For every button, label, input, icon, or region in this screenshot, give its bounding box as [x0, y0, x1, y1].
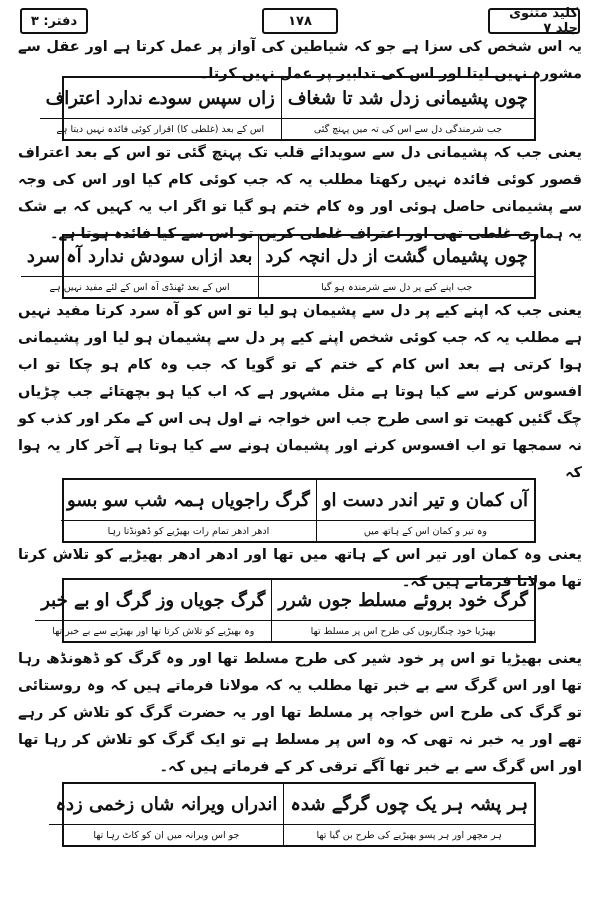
verse-left: گرگ راجویاں ہمہ شب سو بسو: [61, 480, 316, 521]
translation-right: بھیڑیا خود چنگاریوں کی طرح اس پر مسلط تھا: [271, 621, 534, 641]
translation-left: جو اس ویرانہ میں ان کو کاٹ رہا تھا: [93, 829, 240, 841]
translation-left: اس کے بعد ٹھنڈی آہ اس کے لئے مفید نہیں ہے: [49, 281, 230, 293]
translation-left: اس کے بعد (غلطی کا) اقرار کوئی فائدہ نہیں دیتا ہے: [56, 123, 265, 135]
verse-right: آں کمان و تیر اندر دست او: [316, 480, 534, 521]
translation-left: وہ بھیڑیے کو تلاش کرتا تھا اور بھیڑیے سے بے خبر تھا: [52, 625, 255, 637]
translation-right: ہر مچھر اور ہر پسو بھیڑیے کی طرح بن گیا تھا: [283, 825, 534, 845]
paragraph: یعنی جب کہ پشیمانی دل سے سویدائے قلب تک پہنچ گئی تو اس کے بعد اعتراف قصور کوئی فائدہ نہیں رکھتا مطلب یہ کہ جب کوئی کام کیا اور اس کی وجہ سے پشیمانی حاصل ہوئی اور وہ کام ختم ہو گیا تو اگر اب یہ کہیں کہ بے شک یہ ہماری غلطی تھی اور اعتراف غلطی کریں تو اس سے کیا فائدہ ہوتا ہے۔: [18, 145, 582, 242]
verse-table: [55, 782, 536, 847]
verse-left: زاں سپس سودے ندارد اعتراف: [40, 78, 281, 119]
translation-right: جب شرمندگی دل سے اس کی تہ میں پہنچ گئی: [281, 119, 534, 139]
translation-right: وہ تیر و کمان اس کے ہاتھ میں: [316, 521, 534, 541]
verse-table: [62, 478, 536, 543]
page-number: ۱۷۸: [262, 8, 338, 34]
volume-label: دفتر: ۳: [20, 8, 88, 34]
verse-right: ہر پشہ ہر یک چوں گرگے شدہ: [283, 784, 534, 825]
paragraph: یعنی وہ کمان اور تیر اس کے ہاتھ میں تھا اور ادھر ادھر بھیڑیے کو تلاش کرتا تھا مولانا فرماتے ہیں کہ۔: [18, 547, 582, 590]
verse-left: اندراں ویرانہ شاں زخمی زدہ: [49, 784, 283, 825]
paragraph: یعنی بھیڑیا تو اس پر خود شیر کی طرح مسلط تھا اور وہ گرگ کو ڈھونڈھ رہا تھا اور اس گرگ سے بے خبر تھا مطلب یہ کہ مولانا فرماتے ہیں کہ وہ روستائی تو گرگ کی طرح اس خواجہ پر مسلط تھا اور یہ حضرت گرگ کو تلاش کر رہے تھے اور یہ خبر نہ تھی کہ وہ اس پر مسلط ہے تو ایک گرگ کو تلاش کر رہا تھا اور اس گرگ سے بے خبر تھا آگے ترقی کر کے فرماتے ہیں کہ۔: [18, 651, 582, 775]
book-title: کلید مثنوی جلد ۷: [488, 8, 580, 34]
paragraph: یہ اس شخص کی سزا ہے جو کہ شیاطین کی آواز پر عمل کرتا ہے اور عقل سے مشورہ نہیں لیتا اور اس کی تدابیر پر عمل نہیں کرتا۔: [18, 39, 582, 82]
page-header: [20, 6, 580, 36]
verse-table: [45, 76, 536, 141]
translation-right: جب اپنے کیے پر دل سے شرمندہ ہو گیا: [258, 277, 534, 297]
paragraph: یعنی جب کہ اپنے کیے پر دل سے پشیمان ہو لیا تو اس کو آہ سرد کرنا مفید نہیں ہے مطلب یہ کہ جب کوئی شخص اپنے کیے پر دل سے پشیمان ہو لیا اور پشیمانی ہوا کرتی ہے بعد اس کام کے ختم کے تو گویا کہ جب وہ کام ہو چکا تو اب افسوس کرنے سے کیا ہوتا ہے مثل مشہور ہے کہ اب کیا ہو بچھتائے جب چڑیاں چگ گئیں کھیت تو اسی طرح جب اس خواجہ نے اول ہی اس کے مکر اور کذب کو نہ سمجھا تو اب افسوس کرنے اور پشیمان ہونے سے کیا ہوتا ہے آخر کار یہ ہوا کہ: [18, 303, 582, 481]
translation-left: ادھر ادھر تمام رات بھیڑیے کو ڈھونڈتا رہا: [107, 525, 270, 537]
verse-right: چوں پشیماں گشت از دل انچہ کرد: [258, 236, 534, 277]
verse-table: [41, 578, 536, 643]
verse-right: چوں پشیمانی زدل شد تا شغاف: [281, 78, 534, 119]
verse-left: گرگ جویاں وز گرگ او بے خبر: [35, 580, 271, 621]
verse-left: بعد ازاں سودش ندارد آہ سرد: [21, 236, 259, 277]
verse-table: [26, 234, 536, 299]
verse-right: گرگ خود بروئے مسلط جوں شرر: [271, 580, 534, 621]
